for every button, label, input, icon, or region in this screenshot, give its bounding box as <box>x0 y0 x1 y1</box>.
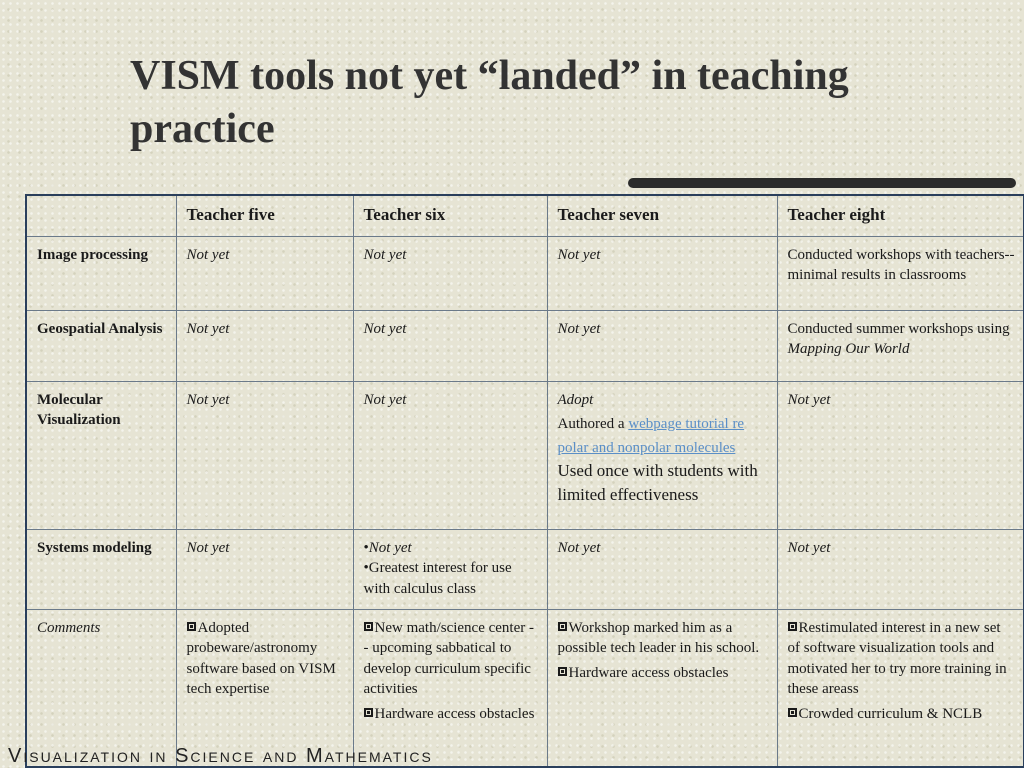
bullet-text: Not yet <box>368 539 412 556</box>
row-label-image-processing: Image processing <box>26 236 176 310</box>
cell-status: Not yet <box>176 310 353 381</box>
cell-status: Not yet <box>353 310 547 381</box>
table-row-systems <box>26 529 1024 609</box>
comment-bullet <box>788 618 1016 700</box>
comment-bullet <box>364 618 539 700</box>
bullet-item: •Greatest interest for use with calculus class <box>363 560 512 597</box>
cell-status: Not yet <box>176 529 353 609</box>
square-bullet-icon <box>364 708 373 717</box>
row-label-molecular: Molecular Visualization <box>26 381 176 529</box>
footer-banner: Visualization in Science and Mathematics <box>8 745 433 767</box>
cell-status: Not yet <box>353 381 547 529</box>
comment-text: Workshop marked him as a possible tech leader in his school. <box>557 619 760 656</box>
cell-adopt <box>547 381 777 529</box>
comment-bullet <box>558 618 769 659</box>
cell-comments <box>777 609 1024 767</box>
header-teacher-seven: Teacher seven <box>547 195 777 236</box>
row-label-comments: Comments <box>26 609 176 767</box>
cell-status: Not yet <box>547 236 777 310</box>
table-row-molecular <box>26 381 1024 529</box>
adopt-description <box>558 414 769 507</box>
cell-status: Not yet <box>176 236 353 310</box>
table-row-geospatial <box>26 310 1024 381</box>
comment-bullet <box>788 704 1016 725</box>
row-label-systems: Systems modeling <box>26 529 176 609</box>
comparison-table <box>25 194 1024 768</box>
adopt-label: Adopt <box>557 391 594 408</box>
square-bullet-icon <box>364 622 373 631</box>
bullet-item: •Not yet <box>363 539 412 556</box>
square-bullet-icon <box>788 622 797 631</box>
slide-title: VISM tools not yet “landed” in teaching practice <box>130 53 849 152</box>
comment-bullet <box>187 618 345 700</box>
comment-text: Adopted probeware/astronomy software based on VISM tech expertise <box>186 619 336 697</box>
cell-status: Not yet <box>547 310 777 381</box>
cell-note: Conducted workshops with teachers--minimal results in classrooms <box>777 236 1024 310</box>
bullet-text: Greatest interest for use with calculus class <box>363 560 512 597</box>
comment-bullet <box>364 704 539 725</box>
comment-text: New math/science center -- upcoming sabbatical to develop curriculum specific activities <box>363 619 534 697</box>
comment-text: Hardware access obstacles <box>374 705 535 722</box>
comment-bullet <box>558 663 769 684</box>
square-bullet-icon <box>187 622 196 631</box>
cell-note-text: Conducted summer workshops using <box>787 320 1010 337</box>
header-teacher-six: Teacher six <box>353 195 547 236</box>
square-bullet-icon <box>558 667 567 676</box>
row-label-geospatial: Geospatial Analysis <box>26 310 176 381</box>
header-row <box>26 195 1024 236</box>
cell-status: Not yet <box>176 381 353 529</box>
effectiveness-text: Used once with students with limited effectiveness <box>557 460 758 504</box>
authored-text: Authored a <box>557 416 629 432</box>
cell-status: Not yet <box>777 529 1024 609</box>
cell-status: Not yet <box>353 236 547 310</box>
cell-note-italic: Mapping Our World <box>787 341 910 357</box>
table-row-image-processing <box>26 236 1024 310</box>
comment-text: Restimulated interest in a new set of software visualization tools and motivated her to try more training in these areass <box>787 619 1007 697</box>
cell-status: Not yet <box>547 529 777 609</box>
comment-text: Hardware access obstacles <box>568 664 729 681</box>
tutorial-link[interactable]: webpage tutorial re polar and nonpolar molecules <box>557 416 745 456</box>
header-cell-empty <box>26 195 176 236</box>
header-teacher-five: Teacher five <box>176 195 353 236</box>
square-bullet-icon <box>788 708 797 717</box>
cell-bullets <box>353 529 547 609</box>
cell-status: Not yet <box>777 381 1024 529</box>
header-teacher-eight: Teacher eight <box>777 195 1024 236</box>
comment-text: Crowded curriculum & NCLB <box>798 705 983 722</box>
square-bullet-icon <box>558 622 567 631</box>
title-underline-bar <box>628 178 1016 188</box>
cell-note <box>777 310 1024 381</box>
